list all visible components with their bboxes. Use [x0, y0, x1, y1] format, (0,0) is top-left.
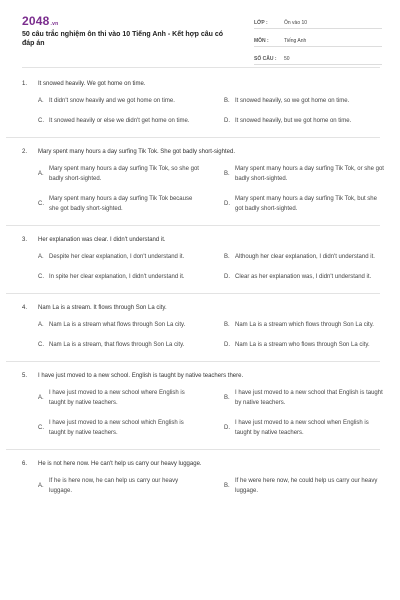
- option-b[interactable]: [224, 252, 396, 262]
- question-text: Mary spent many hours a day surfing Tik Tok. She got badly short-sighted.: [38, 149, 235, 155]
- option-b[interactable]: [224, 96, 396, 106]
- question-prompt: [22, 148, 380, 156]
- option-letter: A.: [38, 98, 44, 104]
- option-grid: [22, 320, 380, 350]
- option-text: Mary spent many hours a day surfing Tik Tok, so she got badly short-sighted.: [49, 166, 199, 182]
- option-text: It didn't snow heavily and we got home on time.: [49, 98, 175, 104]
- option-grid: [22, 96, 380, 126]
- option-a[interactable]: [38, 252, 224, 262]
- question-divider: [6, 137, 380, 138]
- option-letter: C.: [38, 342, 44, 348]
- question-divider: [6, 225, 380, 226]
- option-grid: [22, 164, 384, 214]
- option-letter: A.: [38, 395, 44, 401]
- question-list: [22, 80, 384, 496]
- option-text: Nam La is a stream what flows through Son La city.: [49, 322, 186, 328]
- option-letter: D.: [224, 342, 230, 348]
- option-grid: [22, 388, 383, 438]
- meta-row-class: [254, 15, 382, 29]
- option-text: It snowed heavily, so we got home on time.: [235, 98, 350, 104]
- question-prompt: [22, 460, 380, 468]
- option-c[interactable]: [38, 194, 224, 214]
- site-logo[interactable]: [22, 14, 58, 28]
- question-text: Her explanation was clear. I didn't understand it.: [38, 237, 166, 243]
- option-text: It snowed heavily or else we didn't get home on time.: [49, 118, 190, 124]
- question-number: 2.: [22, 149, 28, 155]
- question-divider: [6, 293, 380, 294]
- meta-value: 50: [284, 56, 290, 62]
- option-text: I have just moved to a new school that English is taught by native teachers.: [235, 390, 383, 406]
- option-letter: C.: [38, 425, 44, 431]
- question-6: [22, 460, 380, 496]
- option-letter: A.: [38, 171, 44, 177]
- question-number: 4.: [22, 305, 28, 311]
- option-d[interactable]: [224, 116, 396, 126]
- option-text: Clear as her explanation was, I didn't understand it.: [235, 274, 372, 280]
- option-letter: A.: [38, 483, 44, 489]
- option-letter: B.: [224, 395, 230, 401]
- option-letter: D.: [224, 118, 230, 124]
- option-c[interactable]: [38, 418, 224, 438]
- option-letter: B.: [224, 98, 230, 104]
- question-divider: [6, 449, 380, 450]
- question-prompt: [22, 372, 380, 380]
- option-d[interactable]: [224, 340, 396, 350]
- option-text: Nam La is a stream, that flows through Son La city.: [49, 342, 185, 348]
- document-meta: [254, 15, 382, 69]
- question-3: [22, 236, 380, 294]
- option-grid: [22, 252, 380, 282]
- meta-value: Ôn vào 10: [284, 20, 308, 26]
- option-text: I have just moved to a new school when English is taught by native teachers.: [235, 420, 369, 436]
- option-letter: D.: [224, 425, 230, 431]
- question-5: [22, 372, 383, 450]
- document-title: 50 câu trắc nghiệm ôn thi vào 10 Tiếng Anh - Kết hợp câu có đáp án: [22, 31, 224, 47]
- option-a[interactable]: [38, 164, 224, 184]
- option-letter: A.: [38, 322, 44, 328]
- option-a[interactable]: [38, 96, 224, 106]
- question-4: [22, 304, 380, 362]
- question-text: He is not here now. He can't help us carry our heavy luggage.: [38, 461, 202, 467]
- option-text: Nam La is a stream which flows through Son La city.: [235, 322, 374, 328]
- option-c[interactable]: [38, 116, 224, 126]
- option-text: If he were here now, he could help us carry our heavy luggage.: [235, 478, 378, 494]
- question-number: 3.: [22, 237, 28, 243]
- option-text: Although her clear explanation, I didn't understand it.: [235, 254, 375, 260]
- option-text: Nam La is a stream who flows through Son La city.: [235, 342, 370, 348]
- question-prompt: [22, 236, 380, 244]
- option-d[interactable]: [224, 418, 396, 438]
- logo-main-text: 2048: [22, 14, 50, 28]
- option-text: Mary spent many hours a day surfing Tik Tok, or she got badly short-sighted.: [235, 166, 384, 182]
- option-letter: C.: [38, 201, 44, 207]
- option-text: I have just moved to a new school where English is taught by native teachers.: [49, 390, 185, 406]
- meta-label: MÔN :: [254, 38, 269, 44]
- option-letter: C.: [38, 118, 44, 124]
- option-b[interactable]: [224, 164, 396, 184]
- question-1: [22, 80, 380, 138]
- option-text: Mary spent many hours a day surfing Tik Tok because she got badly short-sighted.: [49, 196, 193, 212]
- meta-row-count: [254, 51, 382, 65]
- question-divider: [6, 361, 380, 362]
- option-text: Despite her clear explanation, I don't understand it.: [49, 254, 185, 260]
- meta-value: Tiếng Anh: [284, 38, 307, 44]
- option-letter: C.: [38, 274, 44, 280]
- option-letter: D.: [224, 201, 230, 207]
- option-letter: D.: [224, 274, 230, 280]
- logo-suffix-text: .vn: [50, 21, 59, 27]
- option-d[interactable]: [224, 272, 396, 282]
- option-text: If he is here now, he can help us carry our heavy luggage.: [49, 478, 179, 494]
- option-letter: B.: [224, 483, 230, 489]
- question-number: 6.: [22, 461, 28, 467]
- meta-label: LỚP :: [254, 20, 268, 26]
- option-c[interactable]: [38, 340, 224, 350]
- option-b[interactable]: [224, 388, 396, 408]
- option-a[interactable]: [38, 476, 224, 496]
- header-divider: [22, 67, 380, 68]
- question-2: [22, 148, 384, 226]
- question-prompt: [22, 304, 380, 312]
- question-text: I have just moved to a new school. English is taught by native teachers there.: [38, 373, 244, 379]
- question-number: 1.: [22, 81, 28, 87]
- question-text: Nam La is a stream. It flows through Son La city.: [38, 305, 167, 311]
- option-d[interactable]: [224, 194, 396, 214]
- option-grid: [22, 476, 380, 496]
- option-letter: B.: [224, 171, 230, 177]
- option-c[interactable]: [38, 272, 224, 282]
- meta-row-subject: [254, 33, 382, 47]
- option-text: I have just moved to a new school which English is taught by native teachers.: [49, 420, 184, 436]
- option-letter: A.: [38, 254, 44, 260]
- option-text: In spite her clear explanation, I didn't understand it.: [49, 274, 185, 280]
- option-a[interactable]: [38, 320, 224, 330]
- meta-label: SỐ CÂU :: [254, 56, 277, 62]
- option-text: Mary spent many hours a day surfing Tik Tok, but she got badly short-sighted.: [235, 196, 377, 212]
- option-b[interactable]: [224, 476, 396, 496]
- option-a[interactable]: [38, 388, 224, 408]
- option-letter: B.: [224, 254, 230, 260]
- question-prompt: [22, 80, 380, 88]
- question-number: 5.: [22, 373, 28, 379]
- question-text: It snowed heavily. We got home on time.: [38, 81, 146, 87]
- option-text: It snowed heavily, but we got home on time.: [235, 118, 352, 124]
- option-letter: B.: [224, 322, 230, 328]
- option-b[interactable]: [224, 320, 396, 330]
